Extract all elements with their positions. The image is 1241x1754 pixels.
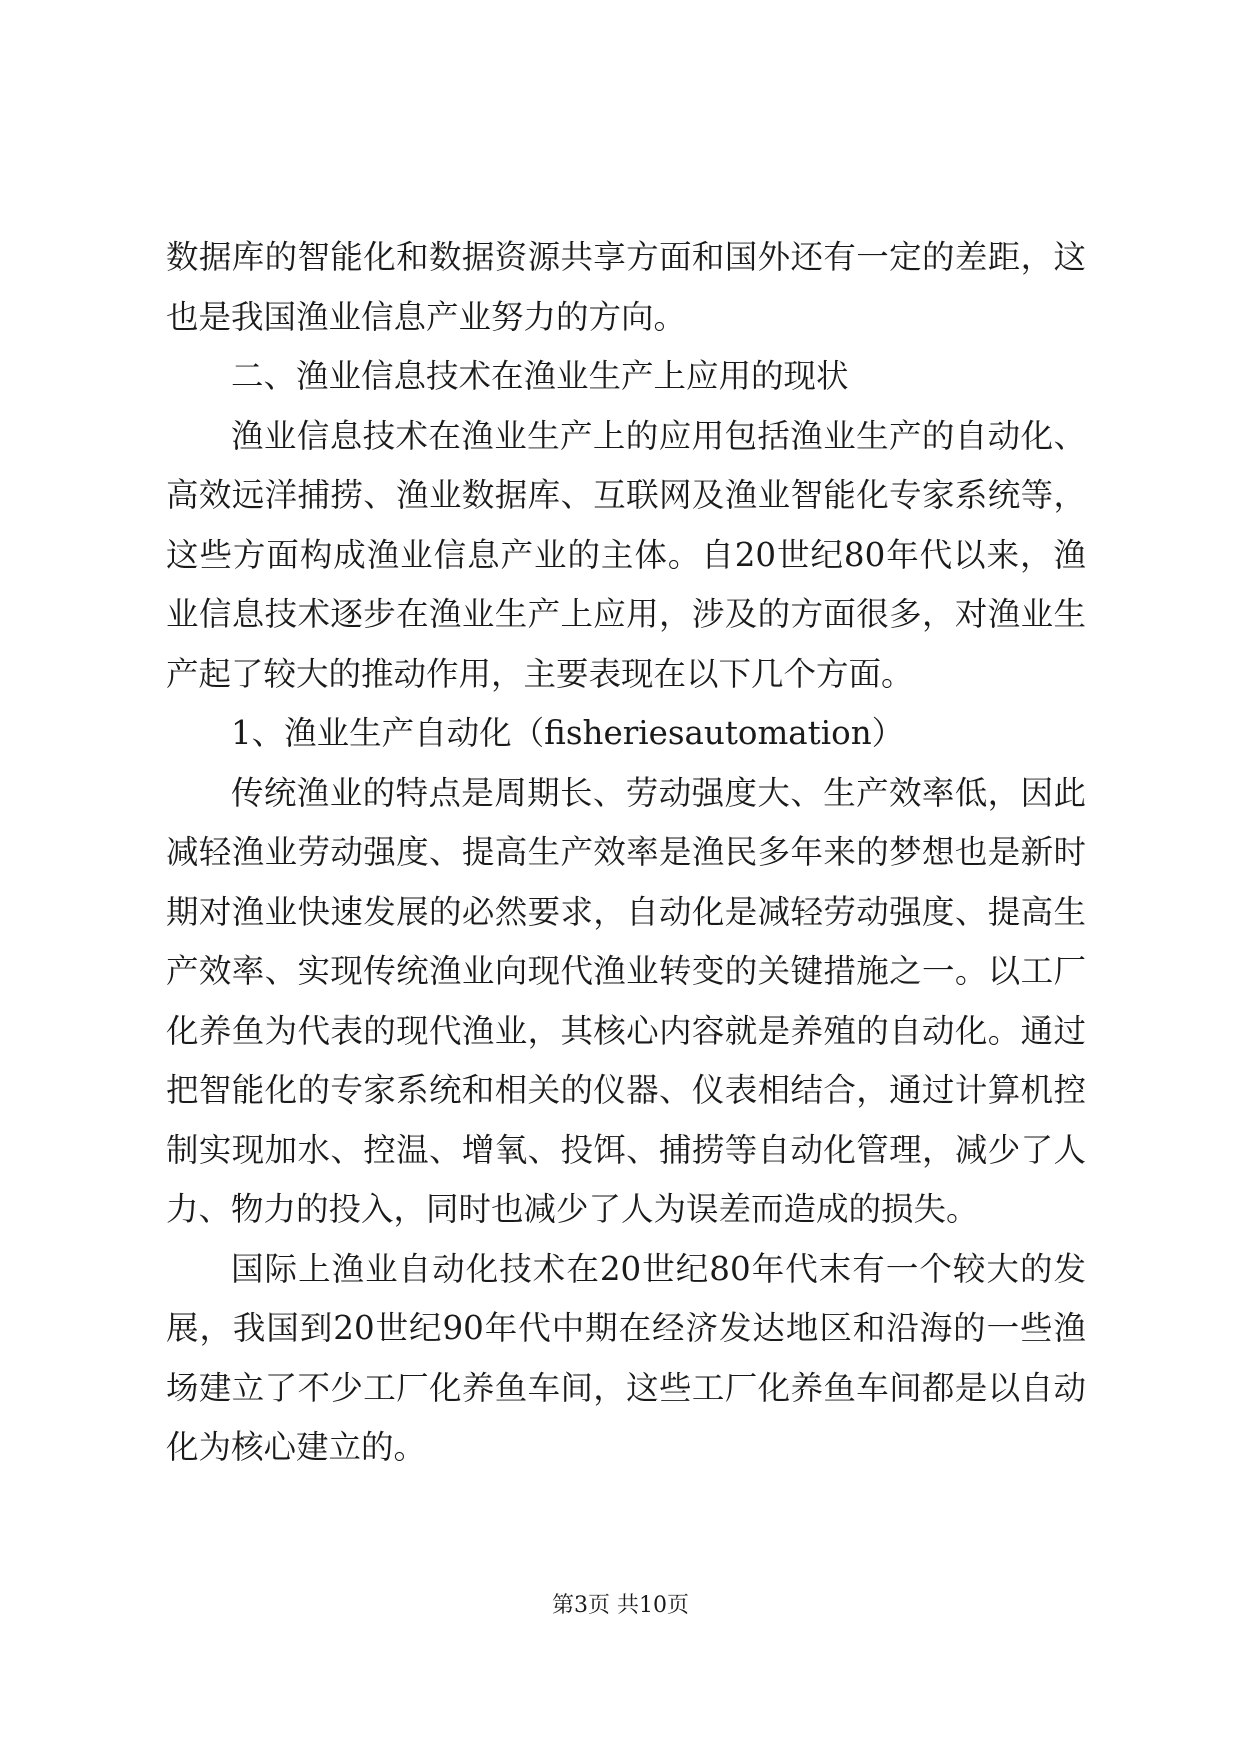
paragraph: 渔业信息技术在渔业生产上的应用包括渔业生产的自动化、高效远洋捕捞、渔业数据库、互联网及渔业智能化专家系统等，这些方面构成渔业信息产业的主体。自20世纪80年代以来，渔业信息技术逐步在渔业生产上应用，涉及的方面很多，对渔业生产起了较大的推动作用，主要表现在以下几个方面。 xyxy=(166,416,1086,693)
document-body xyxy=(166,228,1086,1478)
paragraph: 国际上渔业自动化技术在20世纪80年代末有一个较大的发展，我国到20世纪90年代中期在经济发达地区和沿海的一些渔场建立了不少工厂化养鱼车间，这些工厂化养鱼车间都是以自动化为核心建立的。 xyxy=(166,1249,1086,1466)
section-heading: 二、渔业信息技术在渔业生产上应用的现状 xyxy=(231,357,849,395)
subsection-heading: 1、渔业生产自动化（fisheriesautomation） xyxy=(231,714,905,752)
page-number-footer: 第3页 共10页 xyxy=(552,1593,689,1618)
paragraph: 传统渔业的特点是周期长、劳动强度大、生产效率低，因此减轻渔业劳动强度、提高生产效率是渔民多年来的梦想也是新时期对渔业快速发展的必然要求，自动化是减轻劳动强度、提高生产效率、实现传统渔业向现代渔业转变的关键措施之一。以工厂化养鱼为代表的现代渔业，其核心内容就是养殖的自动化。通过把智能化的专家系统和相关的仪器、仪表相结合，通过计算机控制实现加水、控温、增氧、投饵、捕捞等自动化管理，减少了人力、物力的投入，同时也减少了人为误差而造成的损失。 xyxy=(166,773,1086,1228)
paragraph-continued: 数据库的智能化和数据资源共享方面和国外还有一定的差距，这也是我国渔业信息产业努力的方向。 xyxy=(166,238,1086,336)
